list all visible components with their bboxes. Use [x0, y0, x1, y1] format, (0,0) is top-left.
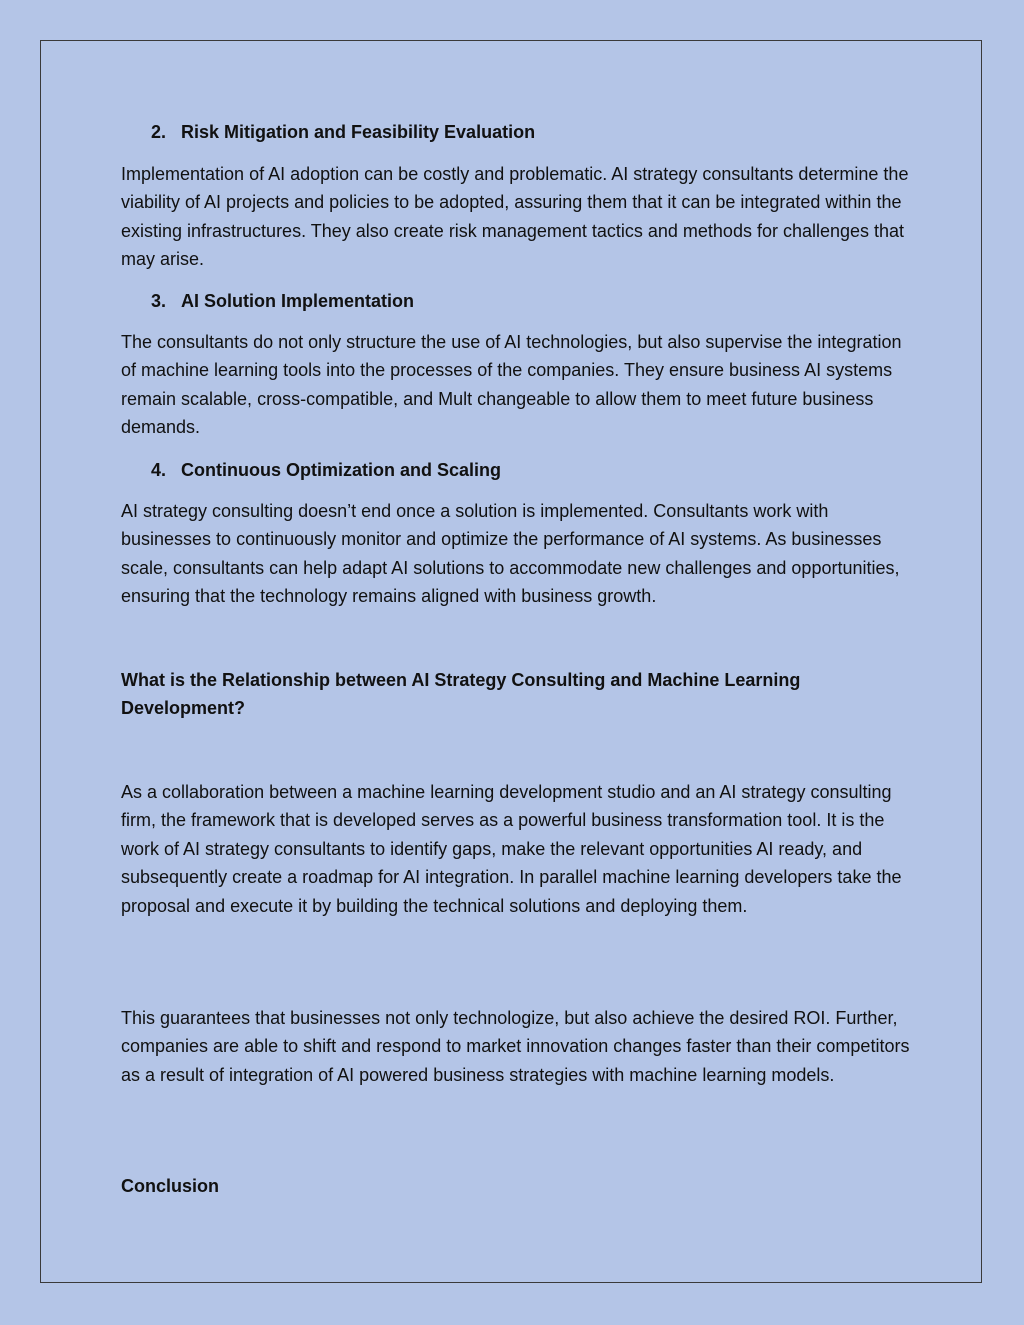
conclusion-heading: Conclusion: [121, 1176, 219, 1196]
relationship-paragraph-2: This guarantees that businesses not only technologize, but also achieve the desired ROI. Further, companies are able to shift and respond to market innovation changes faster than their competitors as a result of integration of AI powered business strategies with machine learning models.: [121, 1008, 910, 1085]
ai-solution-paragraph: The consultants do not only structure the use of AI technologies, but also supervise the integration of machine learning tools into the processes of the companies. They ensure business AI systems remain scalable, cross-compatible, and Mult changeable to allow them to meet future business demands.: [121, 332, 902, 438]
optimization-paragraph: AI strategy consulting doesn’t end once a solution is implemented. Consultants work with businesses to continuously monitor and optimize the performance of AI systems. As businesses scale, consultants can help adapt AI solutions to accommodate new challenges and opportunities, ensuring that the technology remains aligned with business growth.: [121, 501, 900, 607]
list-item-heading-optimization: [151, 456, 501, 484]
list-number: 4.: [151, 460, 167, 480]
list-item-title: Risk Mitigation and Feasibility Evaluation: [181, 122, 536, 142]
list-item-title: AI Solution Implementation: [181, 291, 414, 311]
risk-mitigation-paragraph: Implementation of AI adoption can be costly and problematic. AI strategy consultants determine the viability of AI projects and policies to be adopted, assuring them that it can be integrated within the existing infrastructures. They also create risk management tactics and methods for challenges that may arise.: [121, 164, 909, 270]
list-item-heading-ai-solution: [151, 287, 414, 315]
relationship-paragraph-1: As a collaboration between a machine learning development studio and an AI strategy consulting firm, the framework that is developed serves as a powerful business transformation tool. It is the work of AI strategy consultants to identify gaps, make the relevant opportunities AI ready, and subsequently create a roadmap for AI integration. In parallel machine learning developers take the proposal and execute it by building the technical solutions and deploying them.: [121, 782, 902, 916]
list-number: 2.: [151, 122, 167, 142]
relationship-section-heading: What is the Relationship between AI Strategy Consulting and Machine Learning Development?: [121, 670, 801, 719]
list-number: 3.: [151, 291, 167, 311]
list-item-heading-risk-mitigation: [151, 118, 535, 146]
list-item-title: Continuous Optimization and Scaling: [181, 460, 501, 480]
